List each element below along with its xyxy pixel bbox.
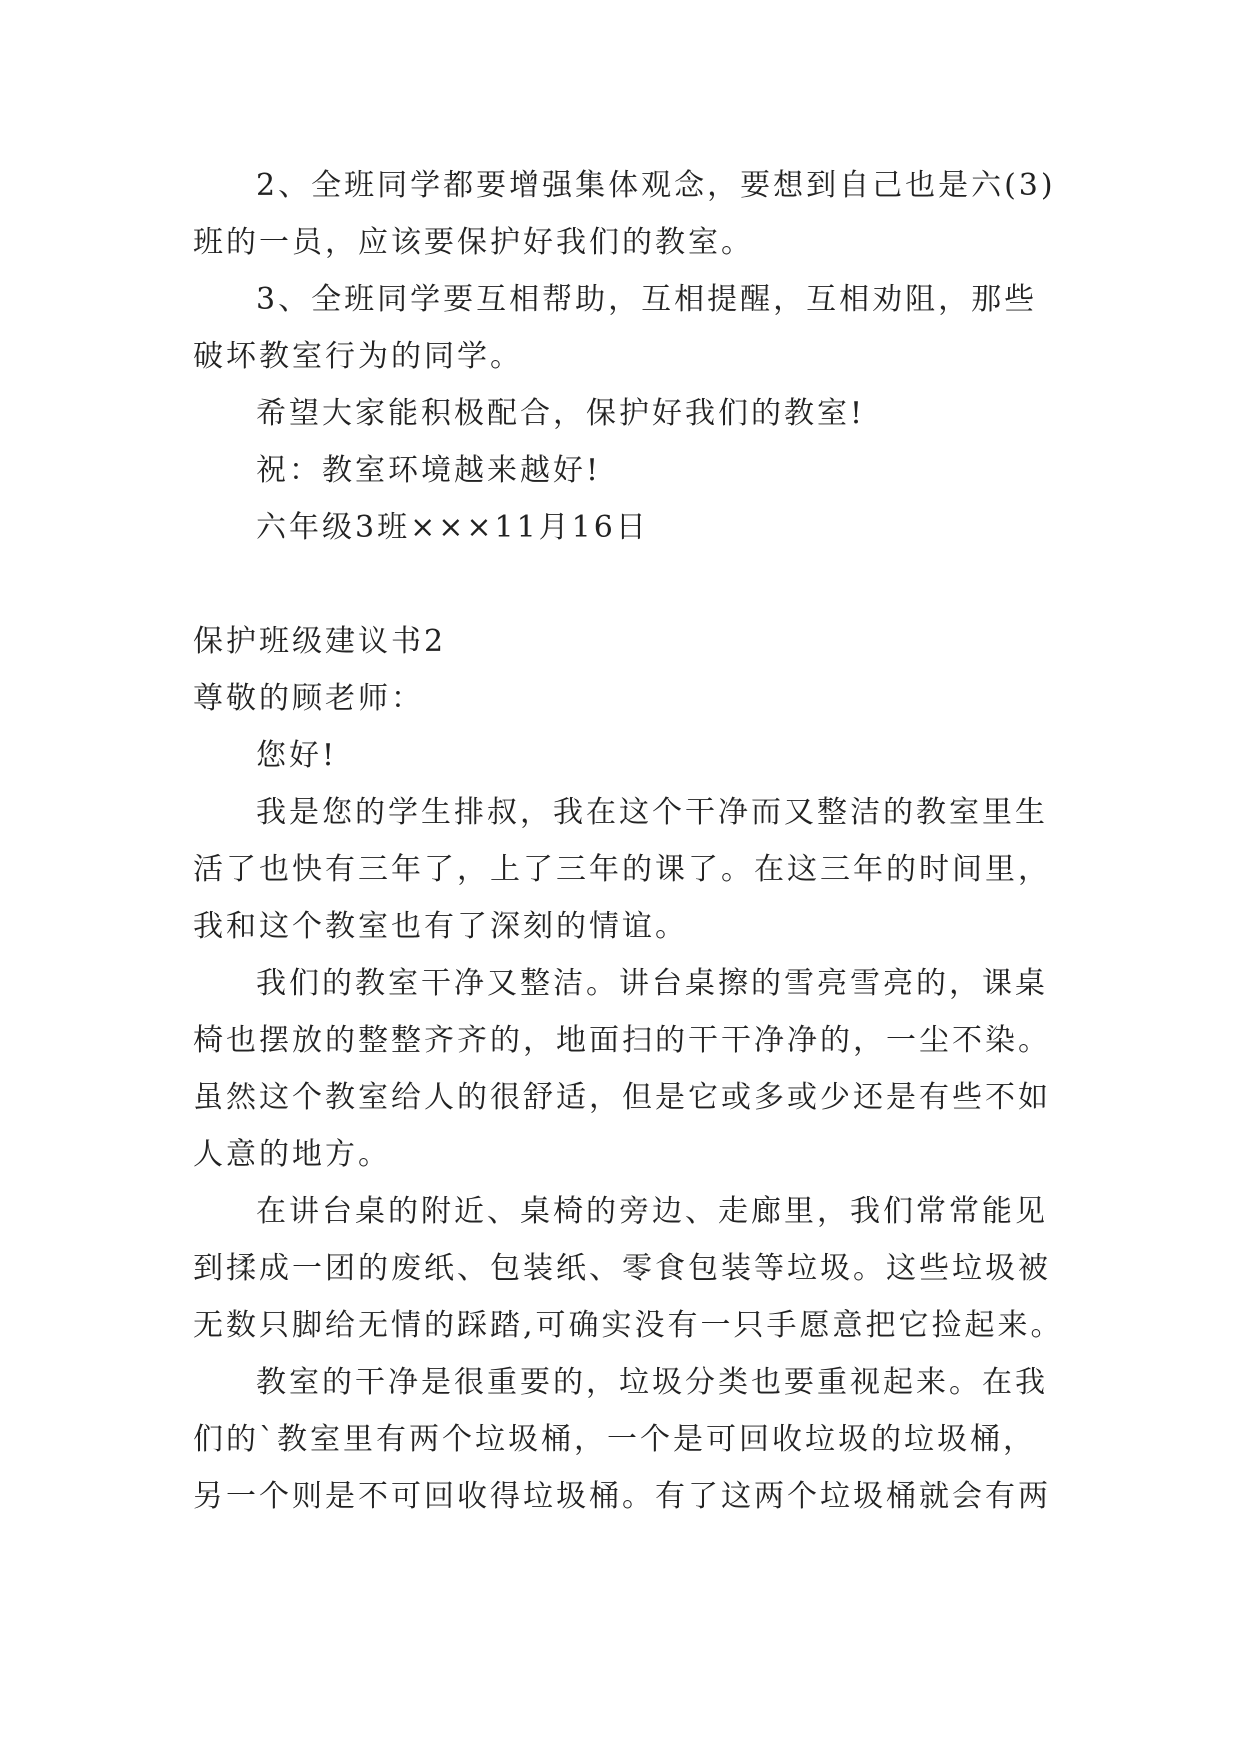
paragraph-line: 希望大家能积极配合，保护好我们的教室! xyxy=(256,396,866,431)
salutation: 尊敬的顾老师： xyxy=(193,681,424,716)
paragraph-line: 椅也摆放的整整齐齐的，地面扫的干干净净的，一尘不染。 xyxy=(193,1023,1051,1058)
paragraph-line: 班的一员，应该要保护好我们的教室。 xyxy=(193,225,754,260)
signature-line: 六年级3班×××11月16日 xyxy=(256,510,649,545)
paragraph-line: 人意的地方。 xyxy=(193,1137,391,1172)
paragraph-line: 我们的教室干净又整洁。讲台桌擦的雪亮雪亮的，课桌 xyxy=(256,966,1048,1001)
paragraph-line: 们的`教室里有两个垃圾桶，一个是可回收垃圾的垃圾桶， xyxy=(193,1422,1036,1457)
paragraph-line: 虽然这个教室给人的很舒适，但是它或多或少还是有些不如 xyxy=(193,1080,1051,1115)
closing-line: 祝：教室环境越来越好! xyxy=(256,453,602,488)
paragraph-line: 到揉成一团的废纸、包装纸、零食包装等垃圾。这些垃圾被 xyxy=(193,1251,1051,1286)
paragraph-line: 无数只脚给无情的踩踏,可确实没有一只手愿意把它捡起来。 xyxy=(193,1308,1064,1343)
paragraph-line: 在讲台桌的附近、桌椅的旁边、走廊里，我们常常能见 xyxy=(256,1194,1048,1229)
paragraph-line: 另一个则是不可回收得垃圾桶。有了这两个垃圾桶就会有两 xyxy=(193,1479,1051,1514)
greeting: 您好! xyxy=(256,738,338,773)
paragraph-line: 我和这个教室也有了深刻的情谊。 xyxy=(193,909,688,944)
paragraph-line: 活了也快有三年了，上了三年的课了。在这三年的时间里， xyxy=(193,852,1051,887)
section-title: 保护班级建议书2 xyxy=(193,624,447,659)
paragraph-line: 3、全班同学要互相帮助，互相提醒，互相劝阻，那些 xyxy=(256,282,1038,317)
paragraph-line: 破坏教室行为的同学。 xyxy=(193,339,523,374)
paragraph-line: 教室的干净是很重要的，垃圾分类也要重视起来。在我 xyxy=(256,1365,1048,1400)
paragraph-line: 我是您的学生排叔，我在这个干净而又整洁的教室里生 xyxy=(256,795,1048,830)
paragraph-line: 2、全班同学都要增强集体观念，要想到自己也是六(3) xyxy=(256,168,1056,203)
